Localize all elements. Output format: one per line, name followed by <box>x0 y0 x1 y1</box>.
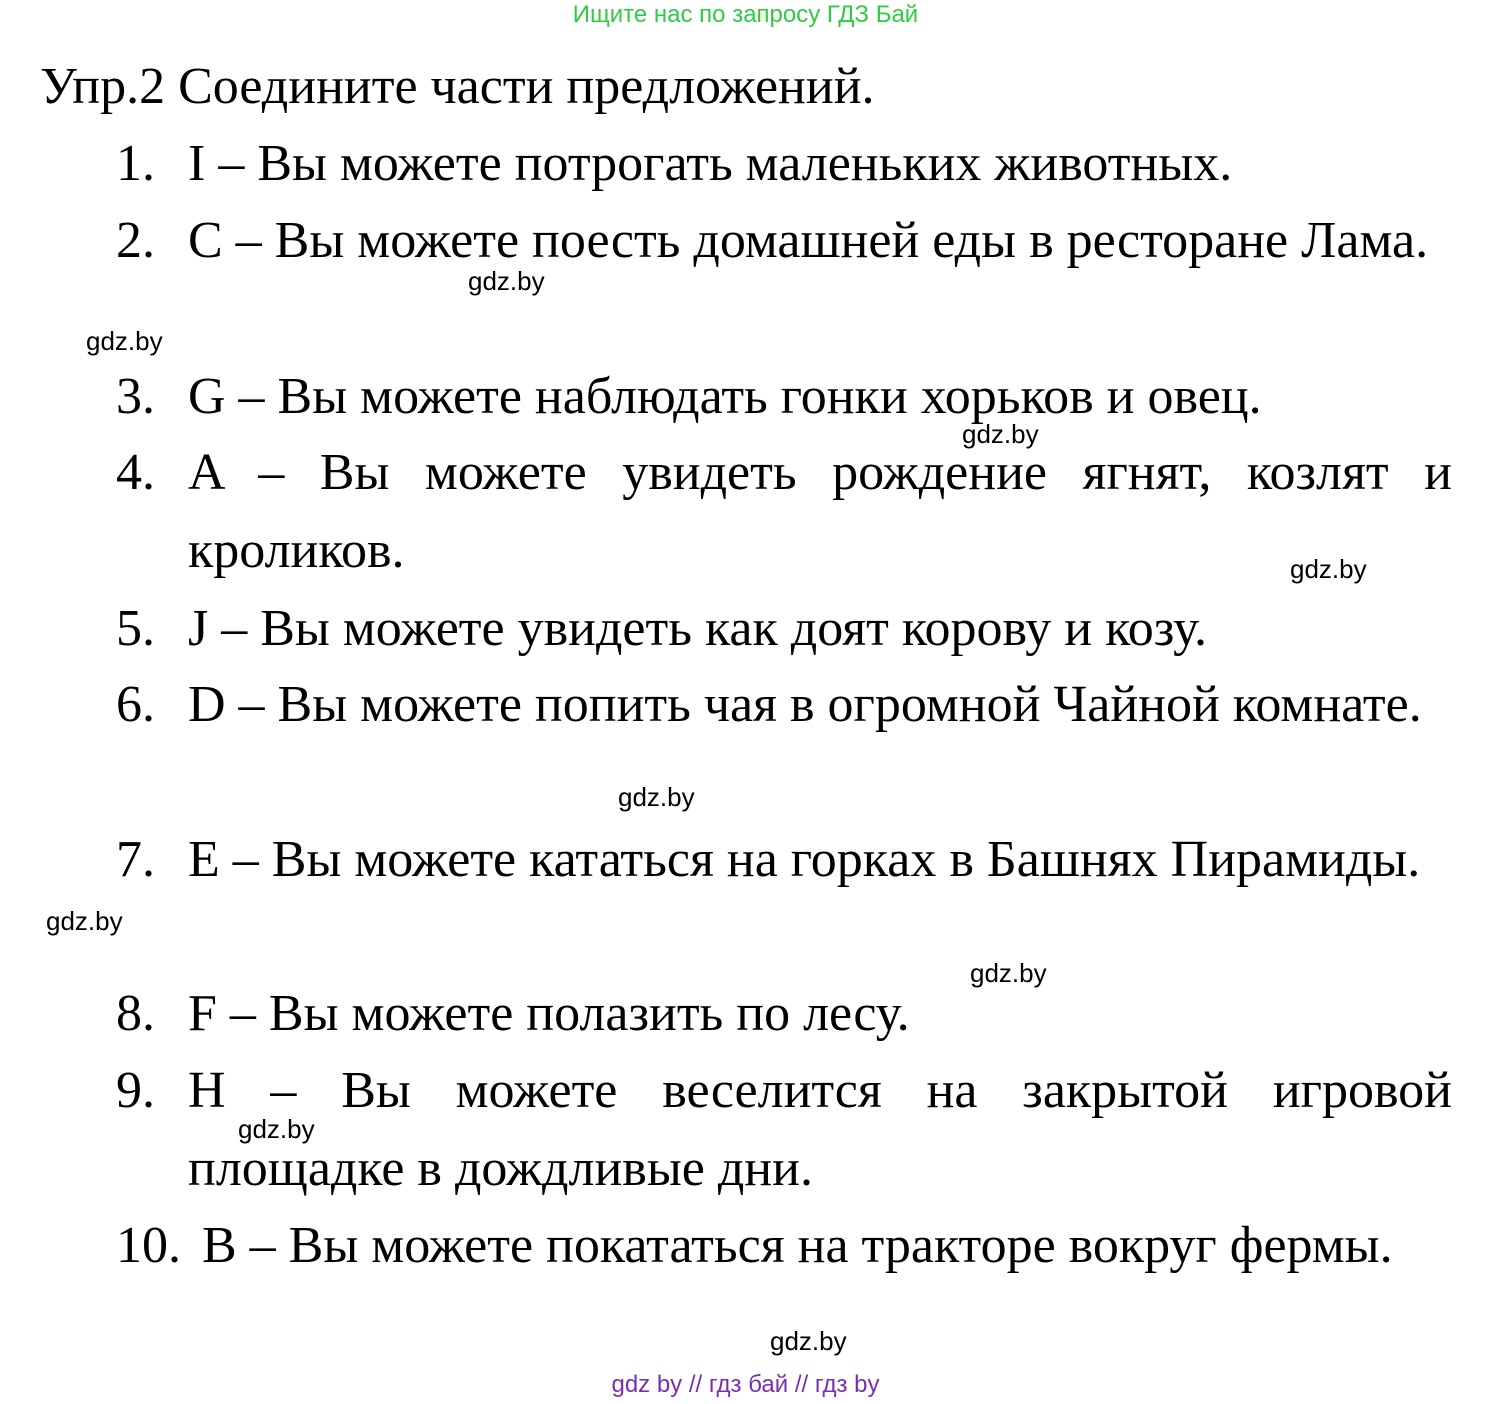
item-text: B – Вы можете покататься на тракторе вокруг фермы. <box>202 1217 1393 1274</box>
watermark: gdz.by <box>618 782 695 812</box>
item-number: 10. <box>116 1217 181 1274</box>
item-number: 2. <box>116 212 155 269</box>
exercise-title: Упр.2 Соедините части предложений. <box>40 58 875 115</box>
item-text: C – Вы можете поесть домашней еды в ресторане Лама. <box>188 212 1429 269</box>
item-text: I – Вы можете потрогать маленьких животных. <box>188 135 1233 192</box>
item-number: 5. <box>116 600 155 657</box>
item-text: G – Вы можете наблюдать гонки хорьков и овец. <box>188 368 1262 425</box>
item-text: A – Вы можете увидеть рождение ягнят, козлят и кроликов. <box>188 444 1452 579</box>
item-number: 6. <box>116 676 155 733</box>
item-text: H – Вы можете веселится на закрытой игровой площадке в дождливые дни. <box>188 1062 1452 1197</box>
footer-watermark: gdz by // гдз бай // гдз by <box>611 1371 880 1398</box>
watermark: gdz.by <box>468 266 545 296</box>
item-number: 1. <box>116 135 155 192</box>
watermark: gdz.by <box>86 326 163 356</box>
item-text: D – Вы можете попить чая в огромной Чайной комнате. <box>188 676 1422 733</box>
item-number: 7. <box>116 831 155 888</box>
watermark: gdz.by <box>238 1114 315 1144</box>
item-text: J – Вы можете увидеть как доят корову и козу. <box>188 600 1207 657</box>
watermark: gdz.by <box>46 906 123 936</box>
item-text: F – Вы можете полазить по лесу. <box>188 985 910 1042</box>
item-number: 3. <box>116 368 155 425</box>
item-number: 9. <box>116 1062 155 1119</box>
watermark: gdz.by <box>1290 554 1367 584</box>
watermark: gdz.by <box>770 1326 847 1356</box>
watermark: gdz.by <box>970 958 1047 988</box>
item-text: E – Вы можете кататься на горках в Башнях Пирамиды. <box>188 831 1421 888</box>
item-number: 8. <box>116 985 155 1042</box>
top-banner: Ищите нас по запросу ГДЗ Бай <box>572 1 919 28</box>
item-number: 4. <box>116 444 155 501</box>
watermark: gdz.by <box>962 419 1039 449</box>
